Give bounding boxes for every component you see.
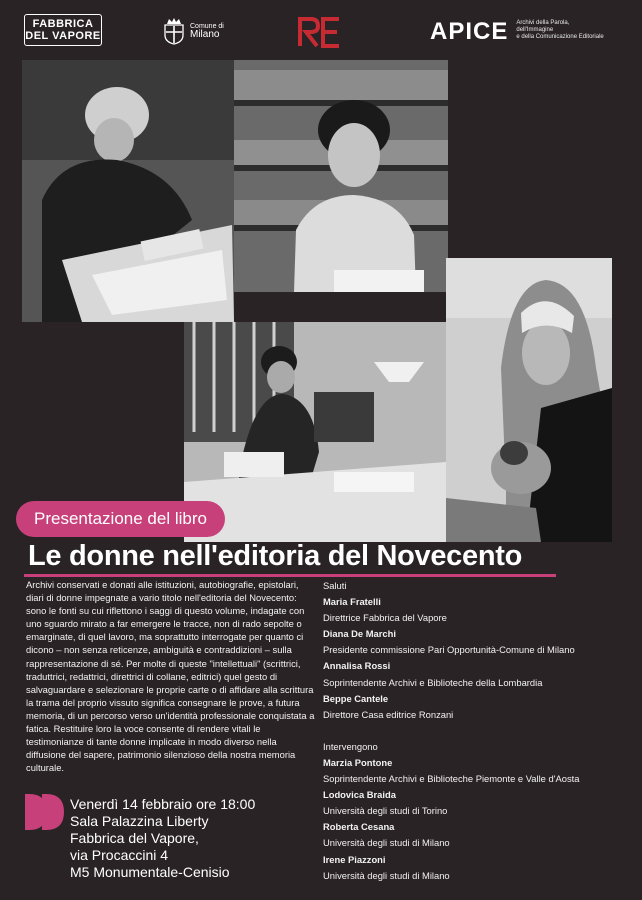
speaker-name: Maria Fratelli — [323, 596, 381, 608]
event-street: via Procaccini 4 — [70, 847, 169, 863]
speaker-role: Presidente commissione Pari Opportunità-Comune di Milano — [323, 644, 575, 656]
woman-with-cat-photo — [446, 258, 612, 542]
apice-logo — [430, 20, 616, 44]
speaker-role: Direttore Casa editrice Ronzani — [323, 708, 454, 720]
re-logo-icon — [298, 16, 342, 48]
woman-at-desk-photo — [184, 322, 446, 542]
speaker-name: Roberta Cesana — [323, 821, 395, 833]
milano-crest-icon — [162, 17, 186, 45]
re-logo — [298, 16, 342, 53]
apice-desc-line1: Archivi della Parola, — [516, 20, 570, 26]
speaker-name: Marzia Pontone — [323, 756, 393, 768]
apice-desc-line3: e della Comunicazione Editoriale — [516, 34, 604, 40]
apice-description — [516, 20, 616, 41]
section-gap — [323, 723, 623, 739]
event-date: Venerdì 14 febbraio ore 18:00 — [70, 796, 256, 812]
woman-in-archive-photo — [234, 60, 448, 292]
fabbrica-del-vapore-logo — [24, 14, 102, 46]
speaker-role: Università degli studi di Milano — [323, 837, 450, 849]
comune-di-milano-logo — [162, 16, 224, 46]
event-metro: M5 Monumentale-Cenisio — [70, 864, 230, 880]
speaker-name: Annalisa Rossi — [323, 660, 391, 672]
speaker-role: Soprintendente Archivi e Biblioteche Piemonte e Valle d'Aosta — [323, 773, 580, 785]
saluti-heading: Saluti — [323, 580, 347, 591]
event-place: Fabbrica del Vapore, — [70, 830, 199, 846]
speaker-role: Soprintendente Archivi e Biblioteche della Lombardia — [323, 676, 543, 688]
apice-desc-line2: dell'Immagine — [516, 27, 554, 33]
fabbrica-logo-line1: FABBRICA — [32, 18, 94, 30]
double-play-icon — [25, 794, 65, 830]
comune-text-small: Comune di — [190, 23, 224, 30]
comune-text-big: Milano — [190, 29, 220, 40]
speaker-role: Università degli studi di Torino — [323, 805, 448, 817]
speaker-name: Lodovica Braida — [323, 789, 396, 801]
speakers-list — [323, 578, 623, 884]
speaker-name: Diana De Marchi — [323, 628, 396, 640]
speaker-name: Beppe Cantele — [323, 692, 389, 704]
fabbrica-logo-line2: DEL VAPORE — [25, 30, 101, 42]
event-details — [70, 796, 255, 881]
event-venue: Sala Palazzina Liberty — [70, 813, 209, 829]
book-presentation-badge: Presentazione del libro — [16, 501, 225, 537]
speaker-role: Direttrice Fabbrica del Vapore — [323, 612, 447, 624]
page-title: Le donne nell'editoria del Novecento — [28, 540, 523, 572]
intervengono-heading: Intervengono — [323, 740, 378, 752]
speaker-name: Irene Piazzoni — [323, 853, 386, 865]
title-underline — [24, 574, 556, 577]
woman-writing-photo — [22, 60, 234, 322]
apice-wordmark: APICE — [430, 18, 509, 45]
speaker-role: Università degli studi di Milano — [323, 869, 450, 881]
book-abstract: Archivi conservati e donati alle istituzioni, autobiografie, epistolari, diari di donne impegnate a vario titolo nell'editoria del Novecento: sono le fonti su cui riflettono i saggi di questo volume, indagate con uno sguardo mirato a far emergere le tracce, non di rado sepolte o emarginate, di quel lavoro, ma soprattutto interrogate per quanto ci dicono – non senza reticenze, ambiguità e contraddizioni – sulla rappresentazione di sé. Per molte di queste "intellettuali" (scrittrici, traduttrici, redattrici, direttrici di collane, editrici) quel gesto di salvaguardare e selezionare le proprie carte o di affidare alla scrittura la trama del proprio vissuto significa consegnare le prove, a futura memoria, di un percorso verso un'identità professionale conquistata a fatica. Restituire loro la voce consente di rendere vitali le testimonianze di tante donne implicate in modo diverso nella diffusione del sapere, patrimonio silenzioso della nostra memoria culturale. — [26, 579, 315, 774]
